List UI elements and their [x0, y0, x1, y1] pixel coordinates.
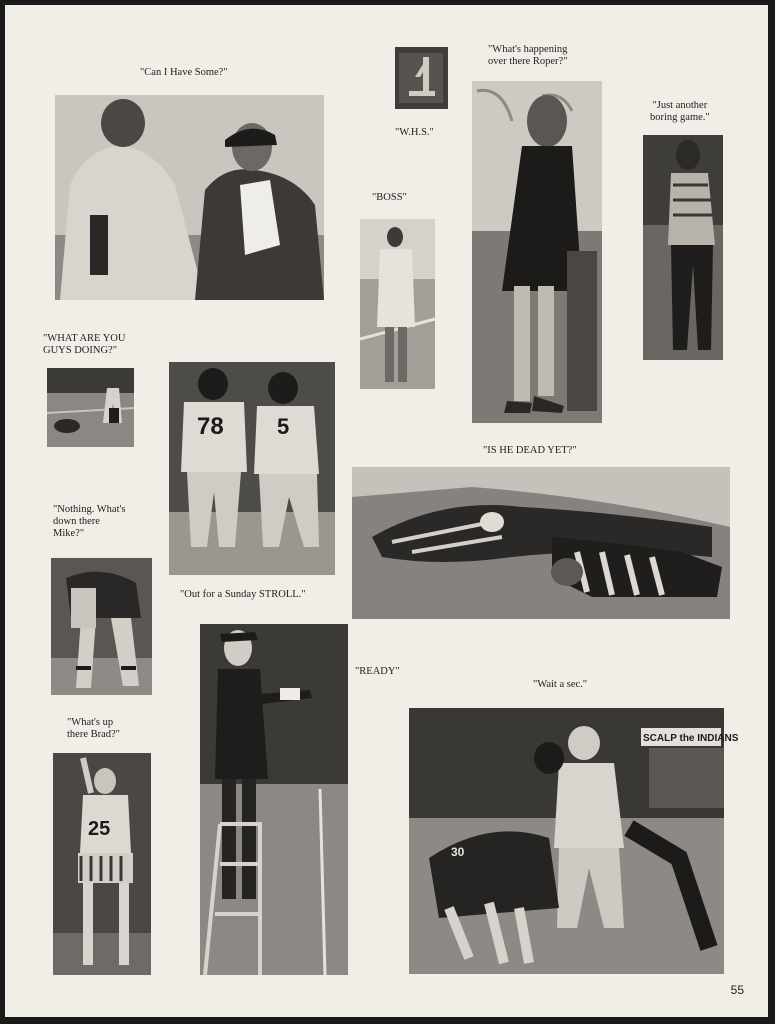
photo-football-scrimmage [409, 708, 739, 974]
caption-is-he-dead-yet: "IS HE DEAD YET?" [483, 445, 577, 456]
caption-can-i-have-some: "Can I Have Some?" [140, 67, 228, 78]
caption-out-for-a-sunday-stroll: "Out for a Sunday STROLL." [180, 589, 306, 600]
caption-what-are-you-guys-doing: "WHAT ARE YOU GUYS DOING?" [43, 333, 126, 356]
photo-boring-game [643, 135, 723, 360]
caption-nothing-whats-down-there: "Nothing. What's down there Mike?" [53, 504, 126, 539]
caption-boss: "BOSS" [372, 192, 407, 203]
caption-whats-up-there-brad: "What's up there Brad?" [67, 717, 120, 740]
banner-text: SCALP the INDIANS [643, 733, 739, 744]
photo-whs-banner [395, 47, 448, 109]
jersey-number-5: 5 [277, 414, 290, 439]
photo-players-on-ground [47, 368, 134, 447]
field-marker-30: 30 [451, 845, 465, 859]
caption-wait-a-sec: "Wait a sec." [533, 679, 588, 690]
caption-just-another-boring-game: "Just another boring game." [650, 100, 710, 123]
photo-football-players [169, 362, 335, 575]
caption-ready: "READY" [355, 666, 400, 677]
photo-wrestling-match [352, 467, 730, 619]
caption-whats-happening: "What's happening over there Roper?" [488, 44, 568, 67]
photo-basketball-player [53, 753, 151, 975]
page-number: 55 [730, 983, 744, 997]
yearbook-page [5, 5, 768, 1017]
photo-cheerleader-roper [472, 81, 602, 423]
photo-coach-and-student [55, 95, 324, 300]
photo-boss [360, 219, 435, 389]
photo-wrestlers-standing [51, 558, 152, 695]
photo-drum-major [200, 624, 348, 975]
caption-whs: "W.H.S." [395, 127, 434, 138]
jersey-number-25: 25 [88, 818, 111, 840]
jersey-number-78: 78 [197, 413, 224, 440]
